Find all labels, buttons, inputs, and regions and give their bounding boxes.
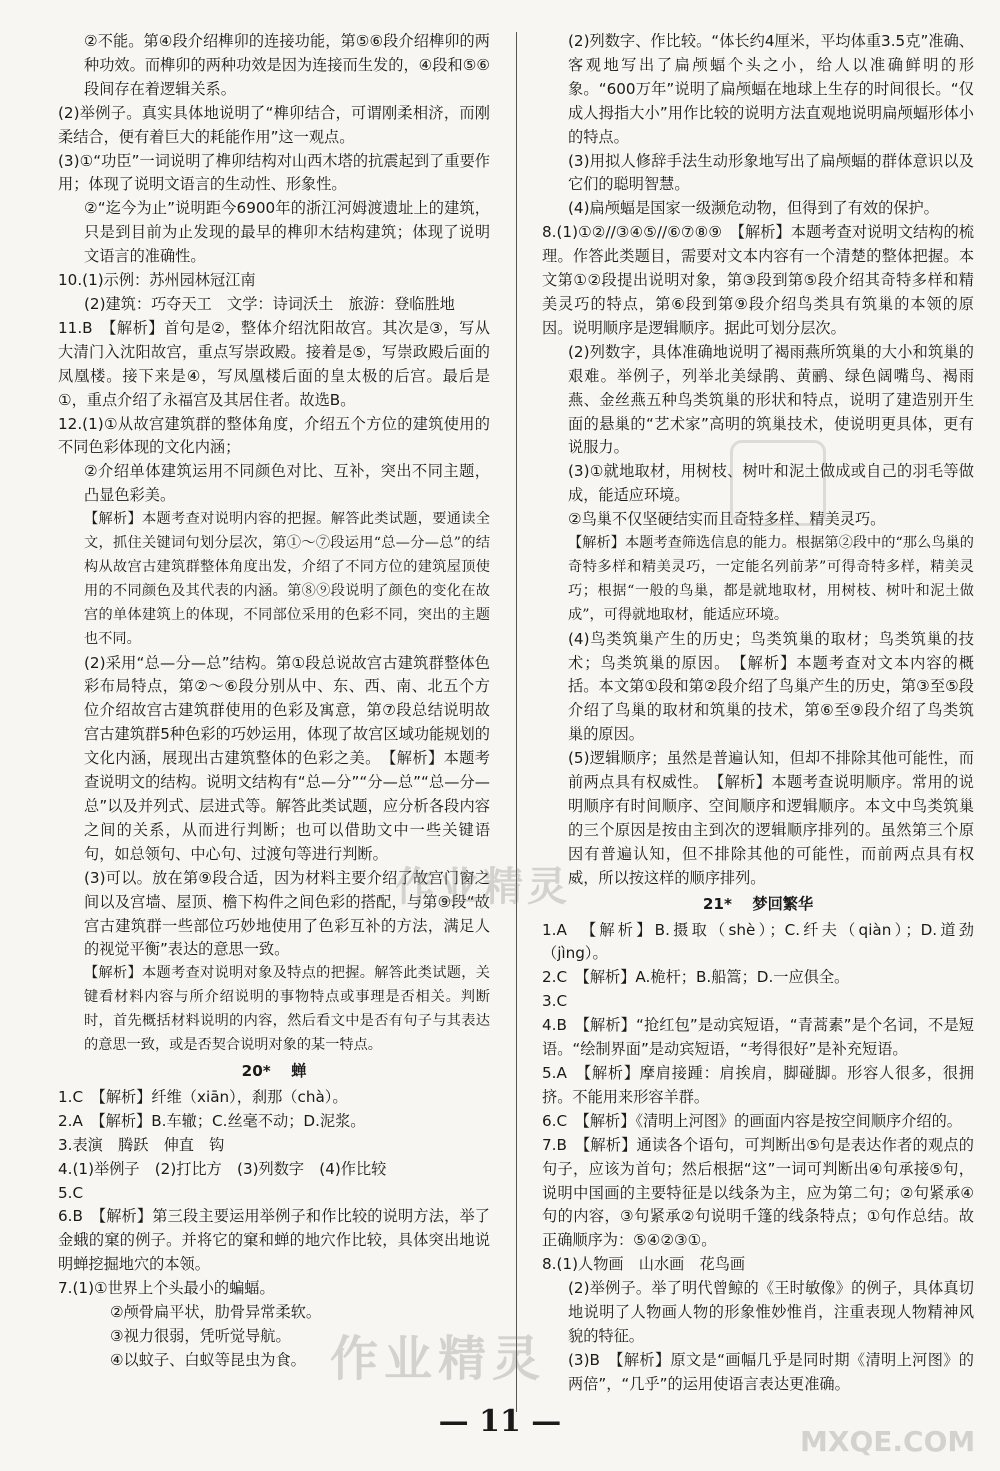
answer-paragraph: 8.(1)①②//③④⑤//⑥⑦⑧⑨ 【解析】本题考查对说明文结构的梳理。作答此类题目，需要对文本内容有一个清楚的整体把握。本文第①②段提出说明对象，第③段到第⑤段介绍其奇特多样和精美灵巧的特点，第⑥段到第⑨段介绍鸟类具有筑巢的本领的原因。说明顺序是逻辑顺序。据此可划分层次。 (542, 223, 974, 337)
answer-paragraph: 7.B 【解析】通读各个语句，可判断出⑤句是表达作者的观点的句子，应该为首句；然后根据“这”一词可判断出④句承接⑤句，说明中国画的主要特征是以线条为主，应为第二句；②句紧承④句的内容，③句紧承②句说明千篷的线条特点；①句作总结。故正确顺序为：⑤④②③①。 (542, 1135, 974, 1250)
answer-paragraph: (2)采用“总—分—总”结构。第①段总说故宫古建筑群整体色彩布局特点，第②～⑥段分别从中、东、西、南、北五个方位介绍故宫古建筑群使用的色彩及寓意，第⑦段总结说明故宫古建筑群5种色彩的巧妙运用，体现了故宫区域功能规划的文化内涵，展现出古建筑整体的色彩之美。 【解析】本题考查说明文的结构。说明文结构有“总—分”“分—总”“总—分—总”以及并列式、层进式等。解答此类试题，应分析各段内容之间的关系，从而进行判断；也可以借助文中一些关键语句，如总领句、中心句、过渡句等进行判断。 (84, 653, 490, 863)
section-title: 21* 梦回繁华 (702, 894, 814, 913)
answer-paragraph: 11.B 【解析】首句是②，整体介绍沈阳故宫。其次是③，写从大清门入沈阳故宫，重点写崇政殿。接着是⑤，写崇政殿后面的凤凰楼。接下来是④，写凤凰楼后面的皇太极的后宫。最后是①，重点介绍了永福宫及其居住者。故选B。 (58, 318, 490, 409)
answer-paragraph: 6.C 【解析】《清明上河图》的画面内容是按空间顺序介绍的。 (542, 1111, 962, 1130)
answer-paragraph: (3)用拟人修辞手法生动形象地写出了扁颅蝠的群体意识以及它们的聪明智慧。 (568, 151, 974, 194)
answer-paragraph: (2)举例子。真实具体地说明了“榫卯结合，可谓刚柔相济，而刚柔结合，便有着巨大的耗能作用”这一观点。 (58, 103, 490, 146)
answer-paragraph: 1.A 【解析】B.摄取（shè）；C.纤夫（qiàn）；D.道劲（jìng）。 (542, 920, 974, 963)
column-divider (516, 32, 517, 1412)
answer-paragraph: 【解析】本题考查对说明对象及特点的把握。解答此类试题，关键看材料内容与所介绍说明的事物特点或事理是否相关。判断时，首先概括材料说明的内容，然后看文中是否有句子与其表达的意思一致，或是否契合说明对象的某一特点。 (84, 965, 490, 1054)
answer-paragraph: 10.(1)示例：苏州园林冠江南 (58, 271, 256, 290)
right-column (542, 30, 974, 1397)
answer-paragraph: 8.(1)人物画 山水画 花鸟画 (542, 1255, 746, 1274)
answer-paragraph: ②介绍单体建筑运用不同颜色对比、互补，突出不同主题，凸显色彩美。 (84, 462, 490, 505)
answer-paragraph: (5)逻辑顺序；虽然是普遍认知，但却不排除其他可能性，而前两点具有权威性。 【解析】本题考查说明顺序。常用的说明顺序有时间顺序、空间顺序和逻辑顺序。本文中鸟类筑巢的三个原因是按由主到次的逻辑顺序排列的。虽然第三个原因有普遍认知，但不排除其他的可能性，而前两点具有权威，所以按这样的顺序排列。 (568, 749, 974, 887)
answer-paragraph: ②鸟巢不仅坚硬结实而且奇特多样、精美灵巧。 (568, 510, 886, 529)
answer-paragraph: (2)列数字、作比较。“体长约4厘米，平均体重3.5克”准确、客观地写出了扁颅蝠个头之小，给人以准确鲜明的形象。“600万年”说明了扁颅蝠在地球上生存的时间很长。“仅成人拇指大小”用作比较的说明方法直观地说明扁颅蝠形体小的特点。 (568, 32, 974, 146)
answer-paragraph: 2.C 【解析】A.桅杆；B.船篙；D.一应俱全。 (542, 968, 850, 987)
answer-paragraph: (3)可以。放在第⑨段合适，因为材料主要介绍了故宫门窗之间以及宫墙、屋顶、檐下构件之间色彩的搭配，与第⑨段“故宫古建筑群一些部位巧妙地使用了色彩互补的方法，满足人的视觉平衡”表达的意思一致。 (84, 868, 490, 959)
answer-paragraph: 4.(1)举例子 (2)打比方 (3)列数字 (4)作比较 (58, 1159, 387, 1178)
answer-paragraph: (4)扁颅蝠是国家一级濒危动物，但得到了有效的保护。 (568, 199, 939, 218)
answer-paragraph: 3.表演 腾跃 伸直 钩 (58, 1135, 225, 1154)
answer-paragraph: ②不能。第④段介绍榫卯的连接功能，第⑤⑥段介绍榫卯的两种功效。而榫卯的两种功效是因为连接而生发的，④段和⑤⑥段间存在着逻辑关系。 (84, 32, 490, 98)
page-number: — 11 — (438, 1404, 562, 1439)
answer-paragraph: (4)鸟类筑巢产生的历史；鸟类筑巢的取材；鸟类筑巢的技术；鸟类筑巢的原因。 【解析】本题考查对文本内容的概括。本文第①段和第②段介绍了鸟巢产生的历史，第③至⑤段介绍了鸟巢的取材和筑巢的技术，第⑥至⑨段介绍了鸟类筑巢的原因。 (568, 629, 974, 744)
answer-paragraph: ③视力很弱，凭听觉导航。 (110, 1326, 291, 1345)
watermark-text: 作业精灵 (395, 864, 571, 910)
answer-paragraph: 5.C (58, 1183, 84, 1202)
answer-paragraph: ④以蚊子、白蚁等昆虫为食。 (110, 1350, 306, 1369)
answer-paragraph: 【解析】本题考查对说明内容的把握。解答此类试题，要通读全文，抓住关键词句划分层次，第①～⑦段运用“总—分—总”的结构从故宫古建筑群整体角度出发，介绍了不同方位的建筑屋顶使用的不同颜色及其代表的内涵。第⑧⑨段说明了颜色的变化在故宫的单体建筑上的体现，不同部位采用的色彩不同，突出的主题也不同。 (84, 511, 490, 647)
answer-paragraph: (2)列数字，具体准确地说明了褐雨燕所筑巢的大小和筑巢的艰难。举例子，列举北美绿鹃、黄鹂、绿色阔嘴鸟、褐雨燕、金丝燕五种鸟类筑巢的形状和特点，说明了建造别开生面的悬巢的“艺术家”高明的筑巢技术，使说明更具体，更有说服力。 (568, 342, 974, 457)
left-column (58, 30, 490, 1373)
answer-paragraph: (3)①“功臣”一词说明了榫卯结构对山西木塔的抗震起到了重要作用；体现了说明文语言的生动性、形象性。 (58, 151, 490, 194)
answer-paragraph: (2)举例子。举了明代曾鲸的《王时敏像》的例子，具体真切地说明了人物画人物的形象惟妙惟肖，注重表现人物精神风貌的特征。 (568, 1279, 974, 1345)
answer-paragraph: 7.(1)①世界上个头最小的蝙蝠。 (58, 1279, 275, 1298)
answer-paragraph: 4.B 【解析】“抢红包”是动宾短语，“青蒿素”是个名词，不是短语。“绘制界面”是动宾短语，“考得很好”是补充短语。 (542, 1016, 974, 1059)
answer-paragraph: 【解析】本题考查筛选信息的能力。根据第②段中的“那么鸟巢的奇特多样和精美灵巧，一定能名列前茅”可得奇特多样，精美灵巧；根据“一般的鸟巢，都是就地取材，用树枝、树叶和泥土做成”，可得就地取材，能适应环境。 (568, 535, 974, 623)
site-watermark: MXQE.COM (800, 1425, 976, 1458)
answer-paragraph: 2.A 【解析】B.车辙；C.丝毫不动；D.泥浆。 (58, 1111, 366, 1130)
section-title: 20* 蝉 (241, 1061, 307, 1080)
answer-paragraph: 1.C 【解析】纤维（xiān），刹那（chà）。 (58, 1087, 348, 1106)
answer-paragraph: 5.A 【解析】摩肩接踵：肩挨肩，脚碰脚。形容人很多，很拥挤。不能用来形容羊群。 (542, 1063, 974, 1106)
answer-paragraph: ②“迄今为止”说明距今6900年的浙江河姆渡遗址上的建筑，只是到目前为止发现的最早的榫卯木结构建筑；体现了说明文语言的准确性。 (84, 199, 490, 266)
answer-paragraph: 12.(1)①从故宫建筑群的整体角度，介绍五个方位的建筑使用的不同色彩体现的文化内涵； (58, 414, 490, 457)
answer-paragraph: 3.C (542, 992, 568, 1011)
answer-paragraph: (2)建筑：巧夺天工 文学：诗词沃土 旅游：登临胜地 (84, 294, 455, 313)
answer-paragraph: ②颅骨扁平状，肋骨异常柔软。 (110, 1303, 322, 1322)
answer-paragraph: (3)B 【解析】原文是“画幅几乎是同时期《清明上河图》的两倍”，“几乎”的运用使语言表达更准确。 (568, 1350, 974, 1393)
watermark-text: 作业精灵 (330, 1331, 547, 1387)
answer-paragraph: 6.B 【解析】第三段主要运用举例子和作比较的说明方法，举了金蛾的窠的例子。并将它的窠和蝉的地穴作比较，具体突出地说明蝉挖掘地穴的本领。 (58, 1207, 490, 1274)
answer-paragraph: (3)①就地取材，用树枝、树叶和泥土做成或自己的羽毛等做成，能适应环境。 (568, 462, 974, 505)
